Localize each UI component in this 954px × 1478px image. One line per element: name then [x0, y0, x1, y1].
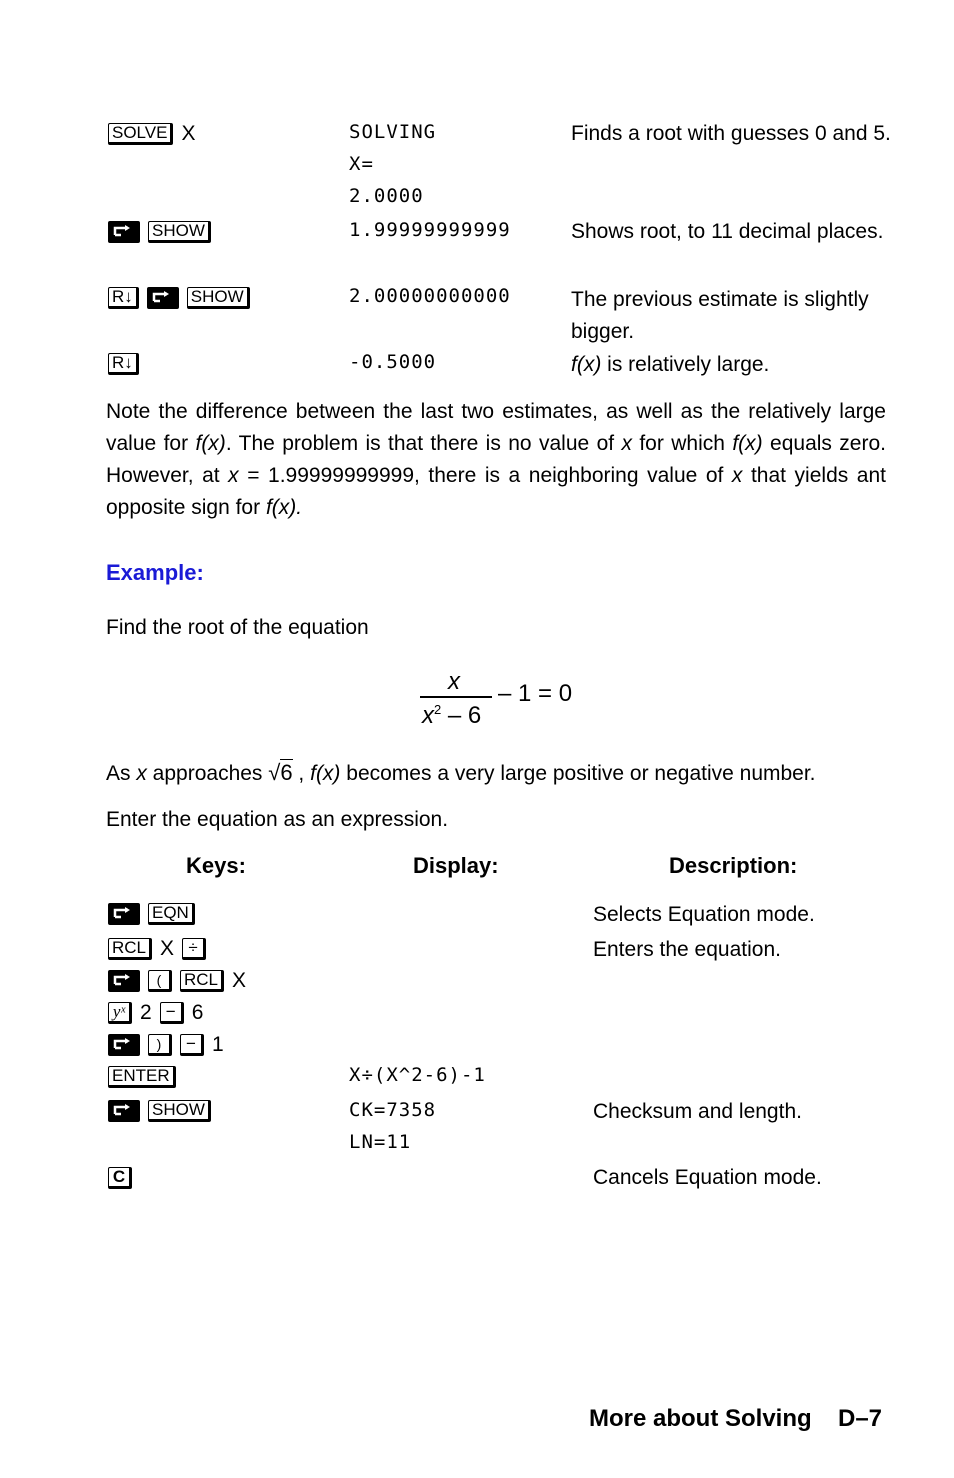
text: x — [228, 464, 239, 487]
roll-down-key[interactable]: R↓ — [108, 353, 139, 375]
display-checksum — [349, 1094, 436, 1158]
display-line: CK=7358 — [349, 1099, 437, 1121]
footer-section-title: More about Solving — [589, 1405, 812, 1432]
equation — [418, 668, 618, 732]
show-key[interactable]: SHOW — [187, 287, 250, 309]
text: becomes a very large positive or negative number. — [340, 762, 816, 785]
right-shift-arrow-icon — [112, 1103, 134, 1117]
sqrt-symbol: √ — [268, 760, 281, 785]
key-text-x: X — [160, 937, 175, 960]
description: The previous estimate is slightly bigger. — [571, 288, 869, 343]
display-line: X= — [349, 153, 374, 175]
example-heading: Example: — [106, 560, 204, 585]
description: Checksum and length. — [593, 1100, 802, 1123]
header-keys: Keys: — [186, 853, 246, 878]
description: Enters the equation. — [593, 938, 781, 961]
display-line: 2.0000 — [349, 185, 424, 207]
right-shift-key[interactable] — [108, 903, 140, 925]
keys-rdown-shift-show — [108, 282, 250, 314]
keys-shift-show — [108, 216, 211, 248]
key-text-1: 1 — [212, 1033, 224, 1056]
y-to-x-key[interactable]: yˣ — [108, 1002, 132, 1024]
display-line: LN=11 — [349, 1131, 412, 1153]
equation-numerator: x — [448, 668, 460, 695]
open-paren-key[interactable]: ( — [148, 970, 172, 992]
key-text-x: X — [181, 122, 196, 145]
show-key[interactable]: SHOW — [148, 1100, 211, 1122]
text: equals zero. However, at — [106, 432, 886, 487]
key-text-x: X — [232, 969, 247, 992]
display-expression: X÷(X^2-6)-1 — [349, 1064, 486, 1086]
rcl-key[interactable]: RCL — [180, 970, 224, 992]
text: f(x) — [310, 762, 341, 785]
keys-shift-paren-minus-1 — [108, 1029, 224, 1061]
key-text-6: 6 — [191, 1001, 204, 1024]
minus-key[interactable]: − — [180, 1034, 204, 1056]
text: x — [136, 762, 147, 785]
equation-denominator — [422, 702, 481, 730]
enter-sentence: Enter the equation as an expression. — [106, 808, 449, 831]
c-key[interactable]: C — [108, 1167, 132, 1189]
right-shift-key[interactable] — [108, 1034, 140, 1056]
description: Cancels Equation mode. — [593, 1166, 822, 1189]
right-shift-arrow-icon — [112, 973, 134, 987]
text: x — [422, 702, 434, 729]
display-solving — [349, 116, 436, 212]
right-shift-key[interactable] — [108, 1100, 140, 1122]
display-prev-estimate: 2.00000000000 — [349, 285, 511, 307]
solve-key[interactable]: SOLVE — [108, 123, 173, 145]
right-shift-arrow-icon — [112, 224, 134, 238]
display-fx: -0.5000 — [349, 351, 437, 373]
header-display: Display: — [413, 853, 499, 878]
right-shift-key[interactable] — [147, 287, 179, 309]
sqrt-argument: 6 — [280, 760, 293, 785]
text: . The problem is that there is no value of — [225, 432, 622, 455]
minus-key[interactable]: − — [160, 1002, 184, 1024]
right-shift-arrow-icon — [151, 290, 173, 304]
footer-page-number: D–7 — [838, 1405, 883, 1432]
fraction-bar — [420, 696, 492, 698]
roll-down-key[interactable]: R↓ — [108, 287, 139, 309]
text: f(x) — [732, 432, 763, 455]
right-shift-arrow-icon — [112, 906, 134, 920]
text: f(x). — [265, 496, 303, 519]
display-line: SOLVING — [349, 121, 437, 143]
desc-text: is relatively large. — [601, 353, 770, 376]
example-intro: Find the root of the equation — [106, 616, 369, 639]
header-description: Description: — [669, 853, 798, 878]
description — [571, 349, 891, 381]
text: = 1.99999999999, there is a neighboring value of — [238, 464, 732, 487]
keys-solve-x — [108, 118, 195, 150]
close-paren-key[interactable]: ) — [148, 1034, 172, 1056]
keys-enter — [108, 1061, 176, 1093]
show-key[interactable]: SHOW — [148, 221, 211, 243]
keys-rdown — [108, 348, 139, 380]
text: x — [731, 464, 743, 487]
right-shift-key[interactable] — [108, 970, 140, 992]
divide-key[interactable]: ÷ — [182, 938, 206, 960]
key-text-2: 2 — [140, 1001, 152, 1024]
display-root: 1.99999999999 — [349, 219, 511, 241]
description: Selects Equation mode. — [593, 903, 815, 926]
eqn-key[interactable]: EQN — [148, 903, 195, 925]
text: Note the difference between the last two estimates, as well as the relatively large value for — [106, 400, 886, 455]
text: , — [292, 762, 311, 785]
right-shift-key[interactable] — [108, 221, 140, 243]
text: for which — [631, 432, 733, 455]
text: x — [621, 432, 632, 455]
equation-rhs: – 1 = 0 — [498, 680, 573, 707]
text: approaches — [146, 762, 269, 785]
note-paragraph — [106, 396, 886, 524]
keys-shift-eqn — [108, 898, 195, 930]
text: 2 — [434, 702, 442, 717]
description: Shows root, to 11 decimal places. — [571, 220, 884, 243]
keys-yx-2-minus-6 — [108, 997, 203, 1029]
keys-shift-show — [108, 1095, 211, 1127]
right-shift-arrow-icon — [112, 1037, 134, 1051]
fx-italic: f(x) — [571, 353, 602, 376]
description: Finds a root with guesses 0 and 5. — [571, 122, 891, 145]
text: As — [106, 762, 137, 785]
text: f(x) — [195, 432, 226, 455]
enter-key[interactable]: ENTER — [108, 1066, 176, 1088]
approach-sentence — [106, 757, 816, 790]
keys-c — [108, 1162, 132, 1194]
text: – 6 — [441, 702, 482, 729]
rcl-key[interactable]: RCL — [108, 938, 152, 960]
keys-rcl-x-divide — [108, 933, 206, 965]
text: that yields ant opposite sign for — [106, 464, 886, 519]
keys-shift-paren-rcl-x — [108, 965, 246, 997]
